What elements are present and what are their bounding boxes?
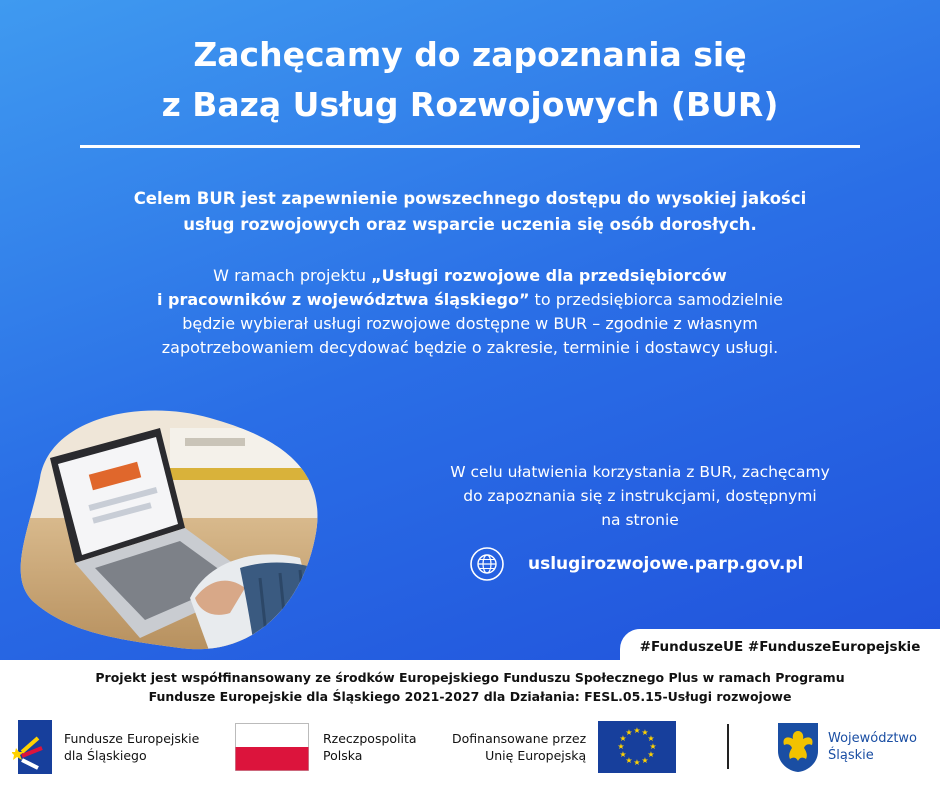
laptop-photo (10, 398, 325, 653)
svg-text:★: ★ (649, 742, 657, 751)
lead-text (40, 186, 900, 238)
svg-text:★: ★ (633, 758, 641, 767)
lead-line-2: usług rozwojowych oraz wsparcie uczenia się osób dorosłych. (183, 215, 757, 234)
rp-line-1: Rzeczpospolita (323, 731, 417, 746)
svg-text:★: ★ (625, 756, 633, 765)
title-line-2: z Bazą Usług Rozwojowych (BUR) (161, 85, 779, 124)
title-underline (80, 145, 860, 148)
hashtags: #FunduszeUE #FunduszeEuropejskie (620, 629, 940, 665)
project-line-1 (40, 264, 900, 288)
website-url[interactable]: uslugirozwojowe.parp.gov.pl (528, 554, 804, 574)
title-line-1: Zachęcamy do zapoznania się (193, 35, 747, 74)
ws-line-2: Śląskie (828, 748, 874, 763)
svg-text:★: ★ (617, 742, 625, 751)
globe-icon (470, 547, 504, 581)
eu-line-2: Unię Europejską (485, 748, 587, 763)
project-paragraph (40, 264, 900, 360)
help-line-1: W celu ułatwienia korzystania z BUR, zachęcamy (450, 463, 830, 481)
project-suffix: to przedsiębiorca samodzielnie (529, 290, 783, 309)
svg-text:★: ★ (641, 756, 649, 765)
fe-line-1: Fundusze Europejskie (64, 731, 200, 746)
funding-statement (20, 668, 920, 706)
eu-flag-icon (598, 721, 676, 773)
svg-text:★: ★ (647, 750, 655, 759)
ws-line-1: Województwo (828, 731, 918, 746)
eu-line-1: Dofinansowane przez (452, 731, 587, 746)
silesian-eagle-icon (776, 721, 820, 773)
logo-rzeczpospolita-polska (235, 712, 417, 782)
polish-flag-icon (235, 723, 309, 771)
help-text (380, 460, 900, 532)
page-title (0, 30, 940, 130)
svg-text:★: ★ (633, 726, 641, 735)
help-line-3: na stronie (601, 511, 679, 529)
svg-text:★: ★ (619, 750, 627, 759)
lead-line-1: Celem BUR jest zapewnienie powszechnego dostępu do wysokiej jakości (133, 189, 807, 208)
logo-bar (0, 712, 940, 782)
project-line-2 (40, 288, 900, 312)
funding-line-1: Projekt jest współfinansowany ze środków Europejskiego Funduszu Społecznego Plus w ramach Programu (95, 670, 845, 685)
svg-text:★: ★ (625, 728, 633, 737)
logo-unia-europejska (452, 712, 676, 782)
logo-fundusze-europejskie (12, 712, 199, 782)
project-name-2: i pracowników z województwa śląskiego” (156, 290, 530, 309)
project-line-3: będzie wybierał usługi rozwojowe dostępne w BUR – zgodnie z własnym (182, 314, 758, 333)
project-line-4: zapotrzebowaniem decydować będzie o zakresie, terminie i dostawcy usługi. (161, 338, 779, 357)
website-link[interactable] (470, 544, 803, 584)
logo-wojewodztwo-slaskie (776, 712, 917, 782)
funding-line-2: Fundusze Europejskie dla Śląskiego 2021-2027 dla Działania: FESL.05.15-Usługi rozwojowe (148, 689, 792, 704)
help-line-2: do zapoznania się z instrukcjami, dostępnymi (463, 487, 817, 505)
svg-text:★: ★ (641, 728, 649, 737)
project-name-1: „Usługi rozwojowe dla przedsiębiorców (371, 266, 727, 285)
svg-text:★: ★ (647, 734, 655, 743)
rp-line-2: Polska (323, 748, 363, 763)
fundusze-europejskie-icon (12, 718, 54, 776)
logo-divider (727, 724, 729, 769)
fe-line-2: dla Śląskiego (64, 748, 147, 763)
project-prefix: W ramach projektu (213, 266, 372, 285)
svg-text:★: ★ (619, 734, 627, 743)
